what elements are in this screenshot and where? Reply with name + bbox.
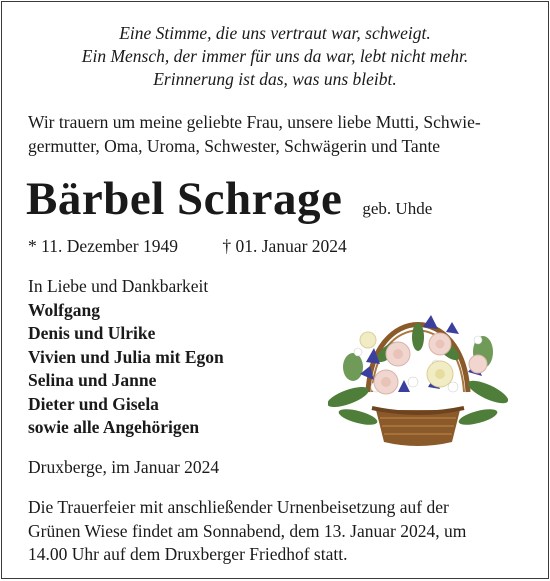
intro-line: Wir trauern um meine geliebte Frau, unsere liebe Mutti, Schwie- bbox=[28, 112, 481, 132]
deceased-name: Bärbel Schrage bbox=[26, 173, 343, 225]
mourners-heading: In Liebe und Dankbarkeit bbox=[28, 276, 209, 296]
poem-line: Ein Mensch, der immer für uns da war, lebt nicht mehr. bbox=[81, 46, 469, 66]
mourner-name: Selina und Janne bbox=[28, 370, 157, 390]
birth-date: * 11. Dezember 1949 bbox=[28, 236, 178, 256]
service-line: Die Trauerfeier mit anschließender Urnenbeisetzung auf der bbox=[28, 497, 449, 517]
mourners-block bbox=[28, 275, 224, 440]
funeral-service-info bbox=[28, 496, 526, 567]
service-line: Grünen Wiese findet am Sonnabend, dem 13. Januar 2024, um bbox=[28, 520, 467, 541]
memorial-poem bbox=[2, 22, 548, 91]
mourner-name: Denis und Ulrike bbox=[28, 323, 156, 343]
death-date: † 01. Januar 2024 bbox=[222, 236, 347, 256]
poem-line: Erinnerung ist das, was uns bleibt. bbox=[153, 69, 397, 89]
life-dates bbox=[28, 235, 347, 257]
place-date: Druxberge, im Januar 2024 bbox=[28, 457, 220, 477]
intro-line: germutter, Oma, Uroma, Schwester, Schwägerin und Tante bbox=[28, 136, 441, 156]
obituary-notice bbox=[1, 1, 549, 579]
birth-name: geb. Uhde bbox=[362, 199, 433, 218]
poem-line: Eine Stimme, die uns vertraut war, schweigt. bbox=[119, 23, 431, 43]
mourner-name: Wolfgang bbox=[28, 299, 100, 320]
intro-text bbox=[28, 110, 528, 158]
mourner-name: Dieter und Gisela bbox=[28, 393, 159, 414]
mourner-name: sowie alle Angehörigen bbox=[28, 417, 200, 437]
flower-basket-icon bbox=[328, 292, 508, 452]
service-line: 14.00 Uhr auf dem Druxberger Friedhof statt. bbox=[28, 544, 348, 564]
mourner-name: Vivien und Julia mit Egon bbox=[28, 346, 224, 367]
deceased-name-row bbox=[26, 172, 432, 226]
